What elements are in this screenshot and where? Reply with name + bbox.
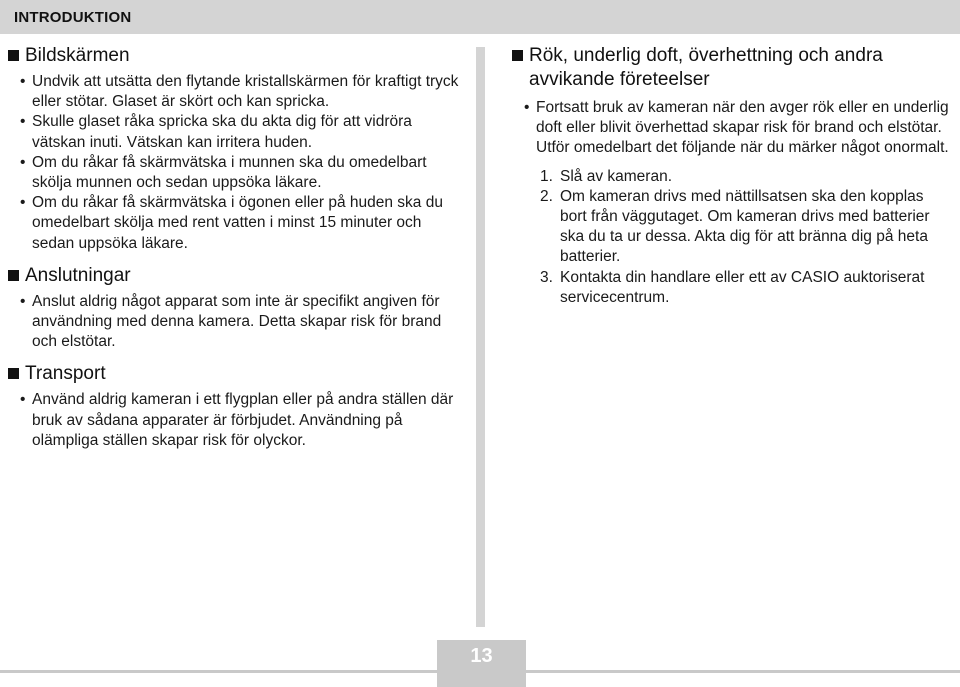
list-item: • Fortsatt bruk av kameran när den avger rök eller en underlig doft eller blivit överhettad skapar risk för brand och elstötar. Utför omedelbart det följande när du märker något onormalt. bbox=[524, 99, 949, 157]
section-bildskarmen bbox=[8, 44, 463, 254]
bullet-dot-icon: • bbox=[524, 99, 530, 116]
bullet-list bbox=[8, 390, 463, 451]
numbered-steps bbox=[512, 167, 952, 308]
page-header-title: INTRODUKTION bbox=[14, 9, 132, 26]
section-heading bbox=[8, 264, 463, 288]
bullet-dot-icon: • bbox=[20, 113, 26, 131]
bullet-dot-icon: • bbox=[20, 292, 26, 310]
section-heading-text: Transport bbox=[25, 363, 106, 385]
square-bullet-icon bbox=[8, 50, 19, 61]
column-divider bbox=[476, 47, 485, 627]
list-item: • Skulle glaset råka spricka ska du akta dig för att vidröra vätskan inuti. Vätskan kan irritera huden. bbox=[20, 113, 412, 151]
header-bar bbox=[0, 0, 960, 34]
section-transport bbox=[8, 362, 463, 451]
square-bullet-icon bbox=[8, 368, 19, 379]
bullet-list bbox=[8, 292, 463, 353]
bullet-dot-icon: • bbox=[20, 153, 26, 171]
section-heading bbox=[512, 44, 952, 92]
square-bullet-icon bbox=[512, 50, 523, 61]
step-item: 3. Kontakta din handlare eller ett av CASIO auktoriserat servicecentrum. bbox=[540, 268, 925, 306]
list-item: • Anslut aldrig något apparat som inte är specifikt angiven för användning med denna kamera. Detta skapar risk för brand och elstötar. bbox=[20, 292, 442, 351]
step-item: 2. Om kameran drivs med nättillsatsen ska den kopplas bort från väggutaget. Om kameran drivs med batterier ska du ta ur dessa. Akta dig för att bränna dig på heta batterier. bbox=[540, 187, 930, 266]
bullet-dot-icon: • bbox=[20, 194, 26, 212]
section-heading-text: Rök, underlig doft, överhettning och andra avvikande företeelser bbox=[529, 45, 883, 90]
bullet-dot-icon: • bbox=[20, 391, 26, 409]
square-bullet-icon bbox=[8, 270, 19, 281]
list-item: • Om du råkar få skärmvätska i munnen ska du omedelbart skölja munnen och sedan uppsöka läkare. bbox=[20, 153, 427, 192]
list-item: • Undvik att utsätta den flytande kristallskärmen för kraftigt tryck eller stötar. Glaset är skört och kan spricka. bbox=[20, 73, 459, 111]
left-column bbox=[8, 44, 463, 461]
list-item: • Om du råkar få skärmvätska i ögonen eller på huden ska du omedelbart skölja med rent vatten i minst 15 minuter och sedan uppsöka läkare. bbox=[20, 194, 443, 252]
step-item: 1. Slå av kameran. bbox=[540, 167, 672, 185]
section-heading bbox=[8, 44, 463, 68]
bullet-list bbox=[512, 98, 952, 159]
section-heading-text: Bildskärmen bbox=[25, 45, 130, 66]
section-heading-text: Anslutningar bbox=[25, 264, 131, 286]
page-number: 13 bbox=[470, 645, 493, 667]
section-heading bbox=[8, 362, 463, 386]
right-column bbox=[512, 44, 952, 308]
bullet-dot-icon: • bbox=[20, 73, 26, 90]
list-item: • Använd aldrig kameran i ett flygplan eller på andra ställen där bruk av sådana apparater är förbjudet. Användning på olämpliga ställen skapar risk för olyckor. bbox=[20, 391, 454, 449]
section-anslutningar bbox=[8, 264, 463, 353]
bullet-list bbox=[8, 72, 463, 254]
